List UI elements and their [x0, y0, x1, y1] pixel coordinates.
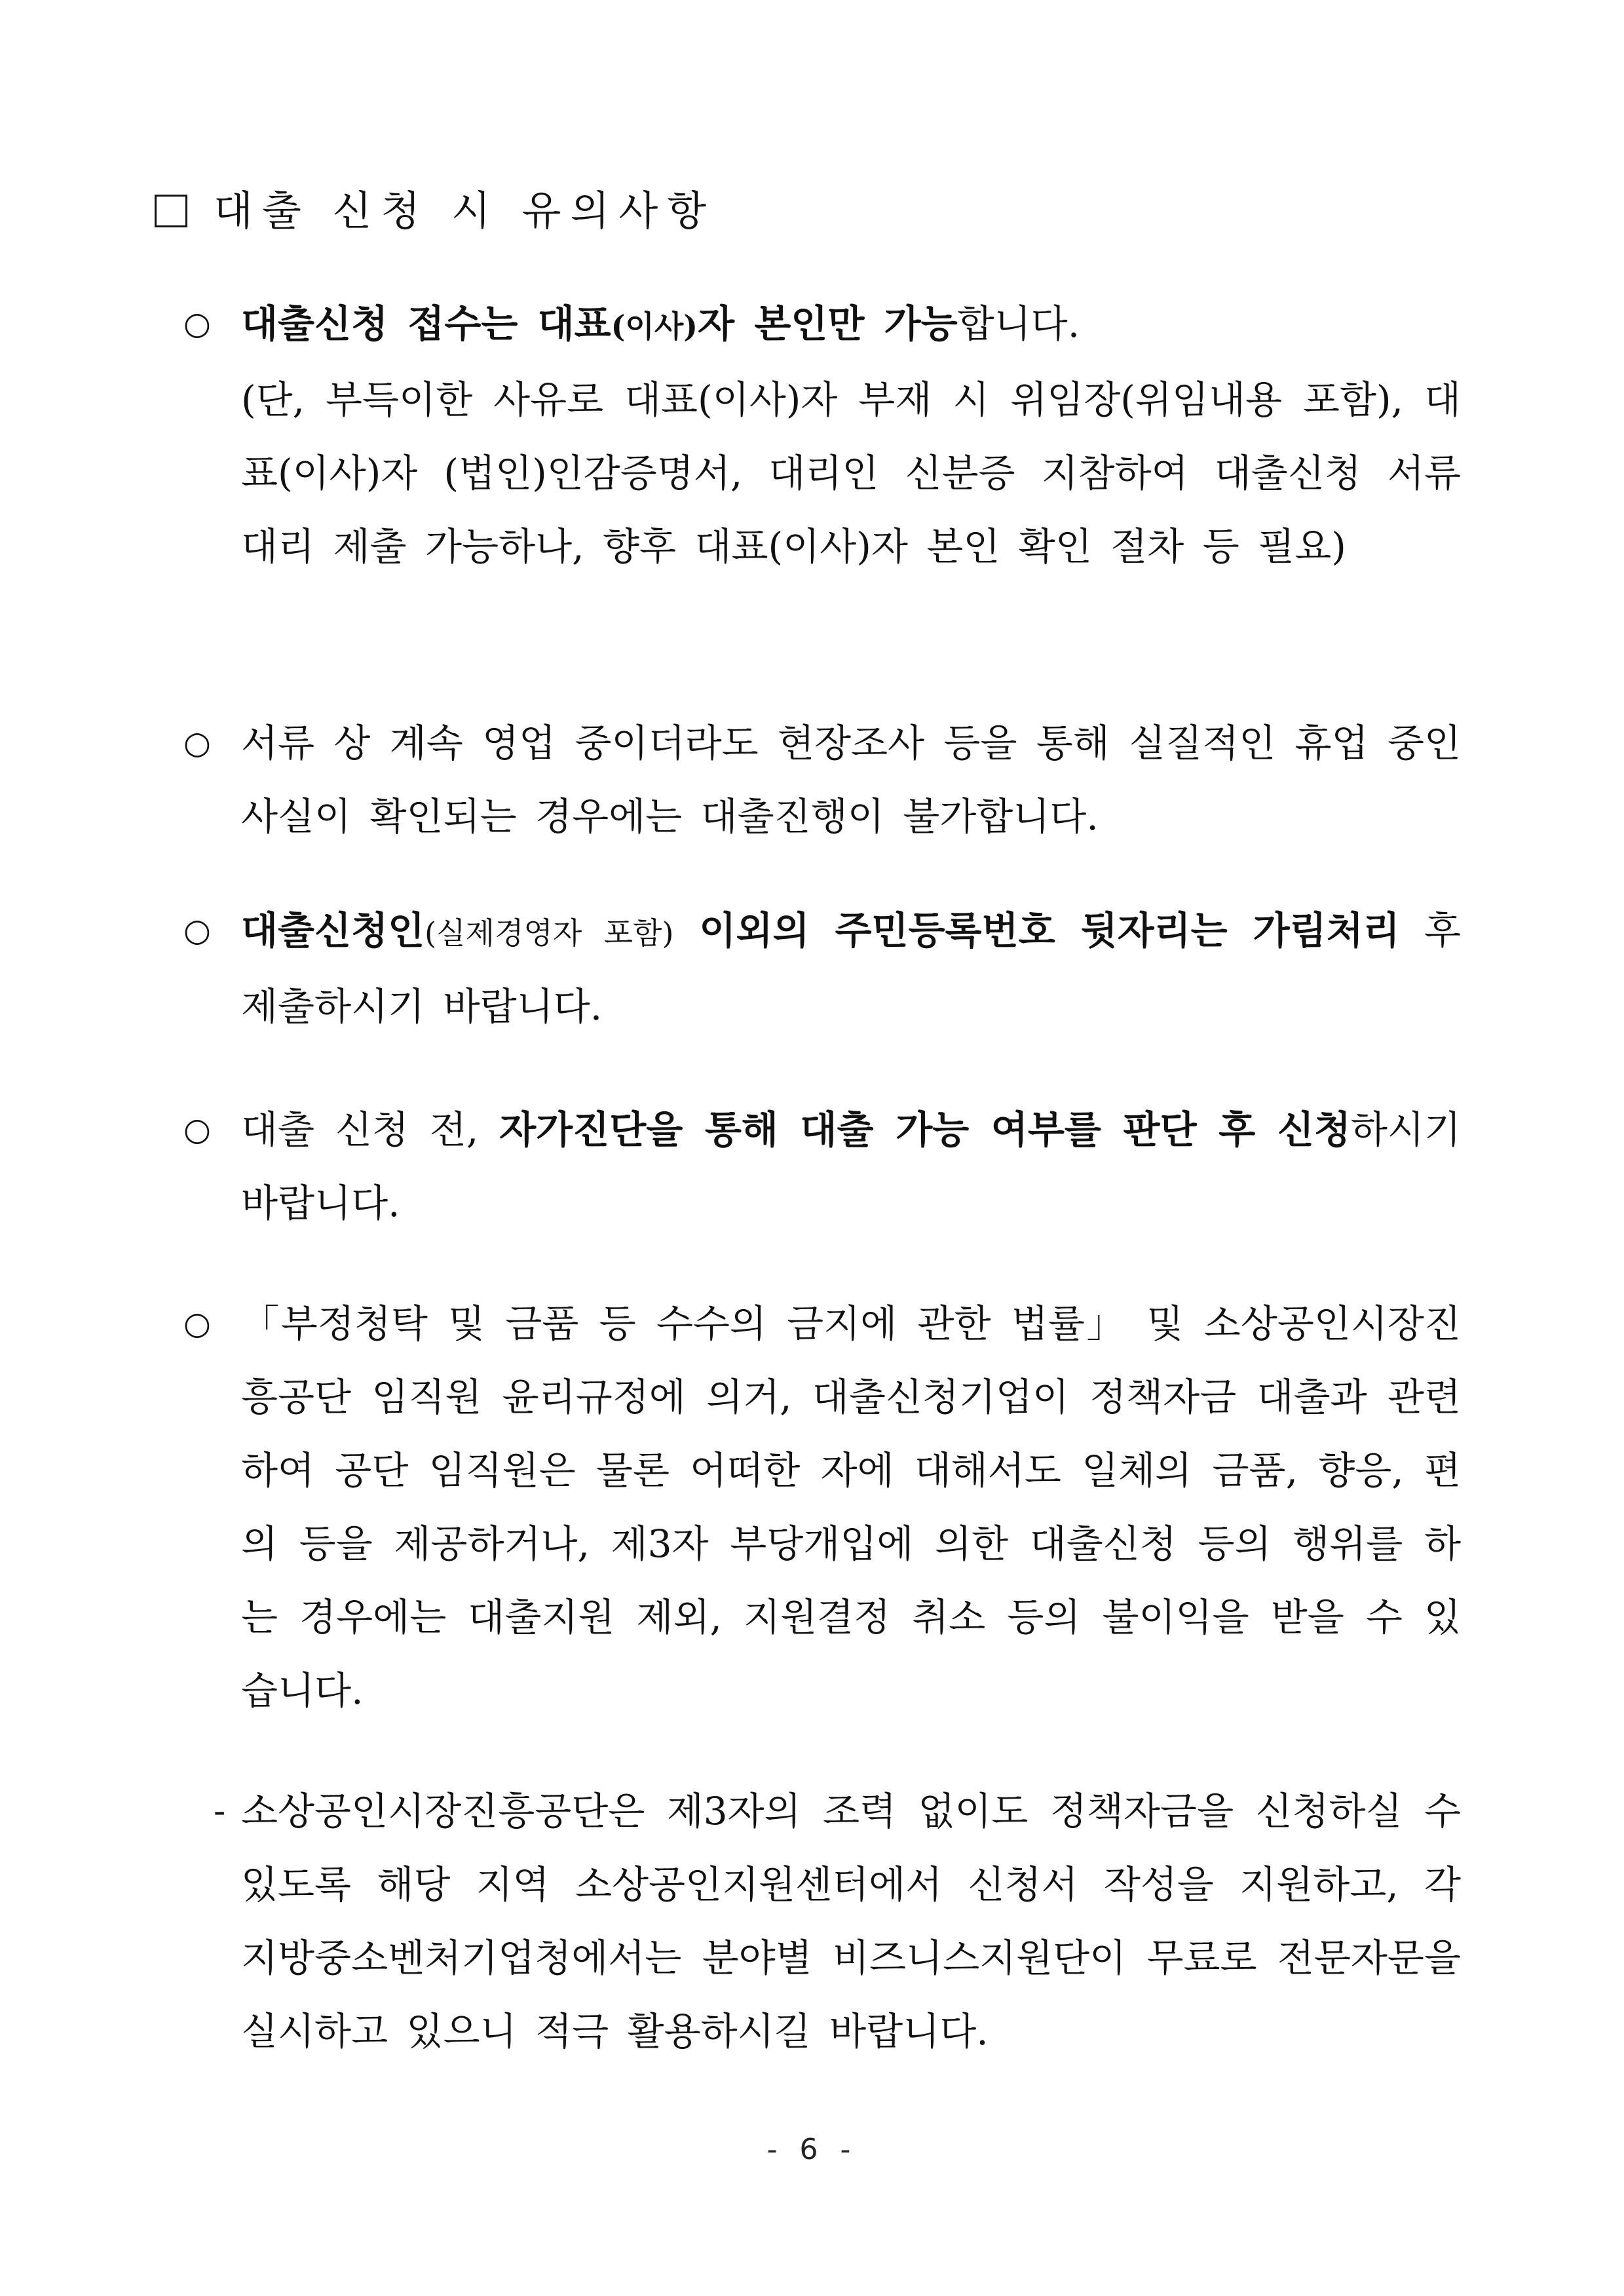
notice-text	[241, 287, 1461, 583]
bullet-circle-icon: ○	[183, 1305, 211, 1342]
notice-text	[241, 894, 1461, 1043]
text-segment: 대출신청인	[241, 908, 425, 953]
bullet-circle-icon: ○	[183, 305, 211, 342]
notice-item-5	[183, 1287, 1461, 1727]
bullet-circle-icon: ○	[183, 912, 211, 949]
text-segment: 자가진단을 통해 대출 가능 여부를 판단 후 신청	[499, 1107, 1351, 1152]
text-segment: 후 제출하시기 바랍니다.	[241, 908, 1461, 1029]
text-segment: (단, 부득이한 사유로 대표(이사)자 부재 시 위임장(위임내용 포함), 대표(이사)자 (법인)인감증명서, 대리인 신분증 지참하여 대출신청 서류 대리 제출 가능하나, 향후 대표(이사)자 본인 확인 절차 등 필요)	[241, 377, 1461, 569]
text-segment: 대출신청 접수는 대표	[241, 301, 611, 346]
notice-subitem	[183, 1774, 1461, 2068]
text-segment: 「부정청탁 및 금품 등 수수의 금지에 관한 법률」 및 소상공인시장진흥공단 임직원 윤리규정에 의거, 대출신청기업이 정책자금 대출과 관련하여 공단 임직원은 물론 어떠한 자에 대해서도 일체의 금품, 향응, 편의 등을 제공하거나, 제3자 부당개입에 의한 대출신청 등의 행위를 하는 경우에는 대출지원 제외, 지원결정 취소 등의 불이익을 받을 수 있습니다.	[241, 1301, 1461, 1713]
section-heading	[155, 185, 715, 237]
bullet-dash-icon: -	[214, 1790, 226, 1831]
text-segment: 소상공인시장진흥공단은 제3자의 조력 없이도 정책자금을 신청하실 수 있도록 해당 지역 소상공인지원센터에서 신청서 작성을 지원하고, 각 지방중소벤처기업청에서는 분야별 비즈니스지원단이 무료로 전문자문을 실시하고 있으니 적극 활용하시길 바랍니다.	[241, 1789, 1461, 2054]
bullet-circle-icon: ○	[183, 1111, 211, 1148]
notice-text	[241, 706, 1461, 853]
notice-item-2	[183, 706, 1461, 853]
text-segment: 자 본인만 가능	[698, 301, 958, 346]
section-title-text: 대출 신청 시 유의사항	[214, 187, 716, 235]
text-segment: 하시기 바랍니다.	[241, 1107, 1461, 1225]
notice-text	[241, 1287, 1461, 1727]
notice-item-1	[183, 287, 1461, 583]
empty-square-icon	[155, 195, 187, 227]
bullet-circle-icon: ○	[183, 725, 211, 761]
text-segment: 대출 신청 전,	[241, 1107, 500, 1152]
text-segment: 합니다.	[957, 301, 1080, 346]
notice-text	[241, 1093, 1461, 1240]
text-segment: 이외의 주민등록번호 뒷자리는 가림처리	[673, 908, 1400, 953]
notice-text	[241, 1774, 1461, 2068]
text-segment: (실제경영자 포함)	[425, 915, 674, 951]
notice-item-3	[183, 894, 1461, 1043]
text-segment: 서류 상 계속 영업 중이더라도 현장조사 등을 통해 실질적인 휴업 중인 사실이 확인되는 경우에는 대출진행이 불가합니다.	[241, 721, 1461, 839]
text-segment: (이사)	[611, 309, 698, 344]
page-number: - 6 -	[766, 2133, 858, 2166]
notice-item-4	[183, 1093, 1461, 1240]
